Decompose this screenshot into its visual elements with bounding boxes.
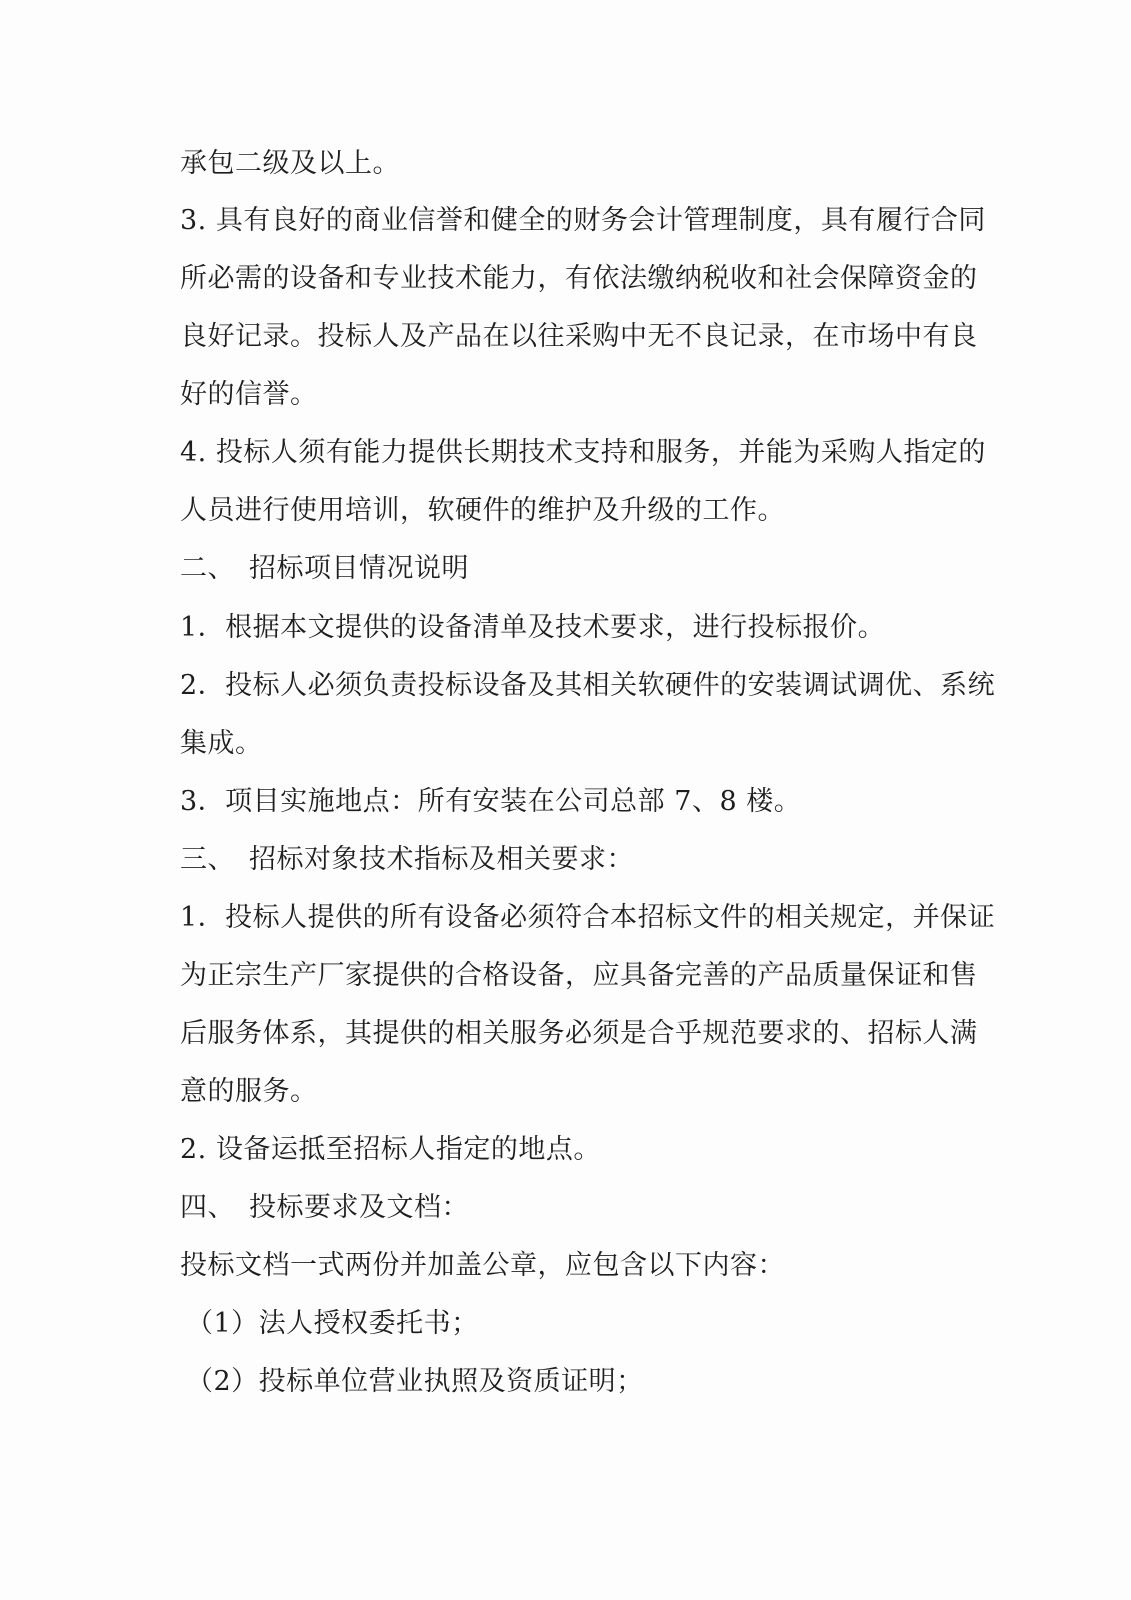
text-line-6: 4. 投标人须有能力提供长期技术支持和服务，并能为采购人指定的 bbox=[180, 437, 986, 468]
text-line-12: 3．项目实施地点：所有安装在公司总部 7、8 楼。 bbox=[180, 786, 802, 817]
text-line-17: 意的服务。 bbox=[180, 1076, 318, 1107]
text-line-7: 人员进行使用培训，软硬件的维护及升级的工作。 bbox=[180, 495, 785, 526]
text-line-5: 好的信誉。 bbox=[180, 379, 318, 410]
list-item-2: （2）投标单位营业执照及资质证明； bbox=[186, 1366, 644, 1397]
list-item-1: （1）法人授权委托书； bbox=[186, 1308, 479, 1339]
text-line-18: 2. 设备运抵至招标人指定的地点。 bbox=[180, 1134, 601, 1165]
text-line-20: 投标文档一式两份并加盖公章，应包含以下内容： bbox=[180, 1250, 785, 1281]
text-line-1: 承包二级及以上。 bbox=[180, 148, 400, 179]
text-line-10: 2．投标人必须负责投标设备及其相关软硬件的安装调试调优、系统 bbox=[180, 670, 996, 701]
section-heading-4: 四、 投标要求及文档： bbox=[180, 1192, 469, 1223]
text-line-3: 所必需的设备和专业技术能力，有依法缴纳税收和社会保障资金的 bbox=[180, 263, 978, 294]
section-heading-2: 二、 招标项目情况说明 bbox=[180, 553, 469, 584]
text-line-4: 良好记录。投标人及产品在以往采购中无不良记录，在市场中有良 bbox=[180, 321, 978, 352]
text-line-11: 集成。 bbox=[180, 728, 263, 759]
text-line-9: 1．根据本文提供的设备清单及技术要求，进行投标报价。 bbox=[180, 612, 886, 643]
section-heading-3: 三、 招标对象技术指标及相关要求： bbox=[180, 844, 634, 875]
text-line-2: 3. 具有良好的商业信誉和健全的财务会计管理制度，具有履行合同 bbox=[180, 205, 986, 236]
text-line-15: 为正宗生产厂家提供的合格设备，应具备完善的产品质量保证和售 bbox=[180, 960, 978, 991]
text-line-16: 后服务体系，其提供的相关服务必须是合乎规范要求的、招标人满 bbox=[180, 1018, 978, 1049]
text-line-14: 1．投标人提供的所有设备必须符合本招标文件的相关规定，并保证 bbox=[180, 902, 996, 933]
